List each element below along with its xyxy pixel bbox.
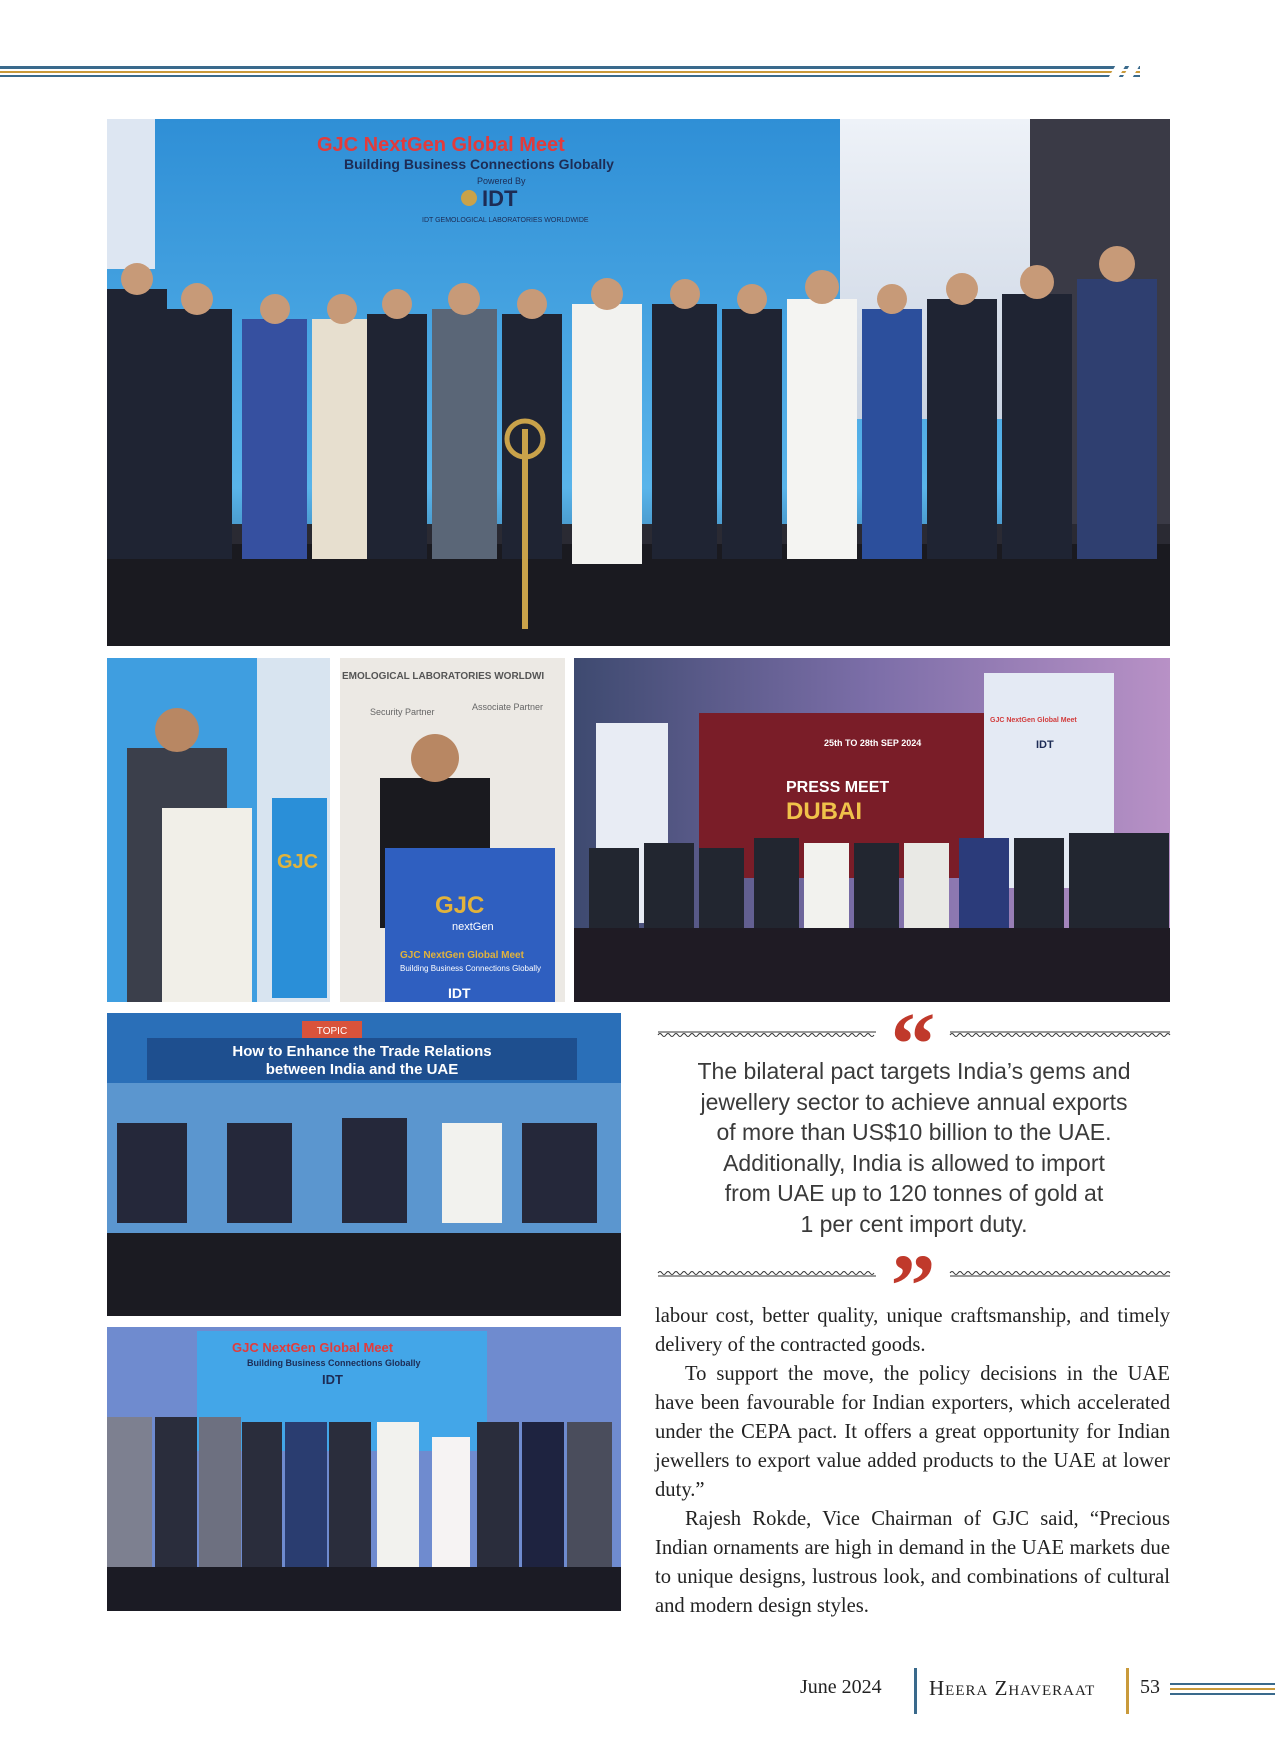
speaker-podium-photo: [107, 658, 330, 1002]
body-paragraph: To support the move, the policy decisions in the UAE have been favourable for Indian exporters, which accelerated under the CEPA pact. It offers a great opportunity for Indian jewellers to export value added products to the UAE at lower duty.”: [655, 1363, 1170, 1501]
footer-magazine-name: Heera Zhaveraat: [929, 1676, 1096, 1700]
speaker-two-security-partner: Security Partner: [370, 707, 435, 717]
article-body: [655, 1302, 1170, 1621]
quote-bottom-rule-left: [658, 1269, 876, 1277]
quote-bottom-rule-right: [950, 1269, 1170, 1277]
main-group-photo: [107, 119, 1170, 646]
speaker-two-backdrop-text: EMOLOGICAL LABORATORIES WORLDWI: [342, 671, 545, 682]
press-meet-dates: 25th TO 28th SEP 2024: [824, 738, 922, 748]
speaker-two-podium-subtitle: Building Business Connections Globally: [400, 964, 541, 973]
speaker-two-podium-sponsor: IDT: [448, 985, 471, 1001]
main-banner-powered-by: Powered By: [477, 176, 526, 186]
page-number: 53: [1140, 1676, 1160, 1698]
speaker-two-podium-title: GJC NextGen Global Meet: [400, 950, 524, 961]
press-meet-title: PRESS MEET: [786, 779, 890, 796]
open-quote-glyph: “: [890, 995, 936, 1094]
press-meet-side-banner: GJC NextGen Global Meet: [990, 717, 1077, 724]
group-two-photo: [107, 1327, 621, 1611]
main-banner-sponsor-sub: IDT GEMOLOGICAL LABORATORIES WORLDWIDE: [422, 217, 589, 224]
pull-quote-line: from UAE up to 120 tonnes of gold at: [724, 1180, 1104, 1206]
open-quote-icon: [884, 995, 942, 1094]
speaker-podium-logo: GJC: [277, 851, 319, 873]
quote-top-rule-right: [950, 1031, 1170, 1039]
pull-quote-line: 1 per cent import duty.: [800, 1210, 1028, 1237]
press-meet-location: DUBAI: [786, 798, 862, 825]
close-quote-glyph: ”: [890, 1237, 936, 1336]
panel-topic-label: TOPIC: [316, 1026, 348, 1037]
press-meet-photo: [574, 658, 1170, 1002]
footer-divider: [1126, 1668, 1129, 1714]
pull-quote-text: [658, 1056, 1170, 1239]
footer-divider: [914, 1668, 917, 1714]
panel-discussion-photo: [107, 1013, 621, 1316]
group-two-banner-sponsor: IDT: [322, 1372, 343, 1387]
group-two-banner-title: GJC NextGen Global Meet: [232, 1340, 394, 1355]
body-paragraph: labour cost, better quality, unique craftsmanship, and timely delivery of the contracted goods.: [655, 1305, 1170, 1356]
top-decorative-rule: [0, 66, 1140, 78]
panel-topic-title-line2: between India and the UAE: [265, 1061, 459, 1078]
speaker-two-podium-sub: nextGen: [452, 921, 494, 933]
main-banner-title: GJC NextGen Global Meet: [317, 134, 565, 156]
pull-quote-line: jewellery sector to achieve annual exports: [700, 1088, 1128, 1115]
body-paragraph: Rajesh Rokde, Vice Chairman of GJC said, “Precious Indian ornaments are high in demand in the UAE markets due to unique designs, lustrous look, and combinations of cultural and modern design styles.: [655, 1508, 1170, 1617]
press-meet-side-sponsor: IDT: [1036, 739, 1054, 751]
pull-quote-line: of more than US$10 billion to the UAE.: [716, 1119, 1112, 1145]
pull-quote-line: Additionally, India is allowed to import: [723, 1149, 1105, 1176]
pull-quote-line: The bilateral pact targets India’s gems and: [697, 1058, 1131, 1084]
speaker-two-photo: [340, 658, 565, 1002]
footer-date: June 2024: [800, 1676, 882, 1698]
close-quote-icon: [884, 1237, 942, 1336]
main-banner-sponsor: IDT: [482, 186, 518, 211]
footer-decorative-rule: [1170, 1683, 1275, 1695]
main-banner-subtitle: Building Business Connections Globally: [344, 156, 614, 172]
speaker-two-podium-logo: GJC: [435, 892, 485, 919]
panel-topic-title-line1: How to Enhance the Trade Relations: [232, 1043, 492, 1060]
speaker-two-associate-partner: Associate Partner: [472, 702, 544, 712]
group-two-banner-subtitle: Building Business Connections Globally: [247, 1358, 421, 1368]
quote-top-rule-left: [658, 1031, 876, 1039]
